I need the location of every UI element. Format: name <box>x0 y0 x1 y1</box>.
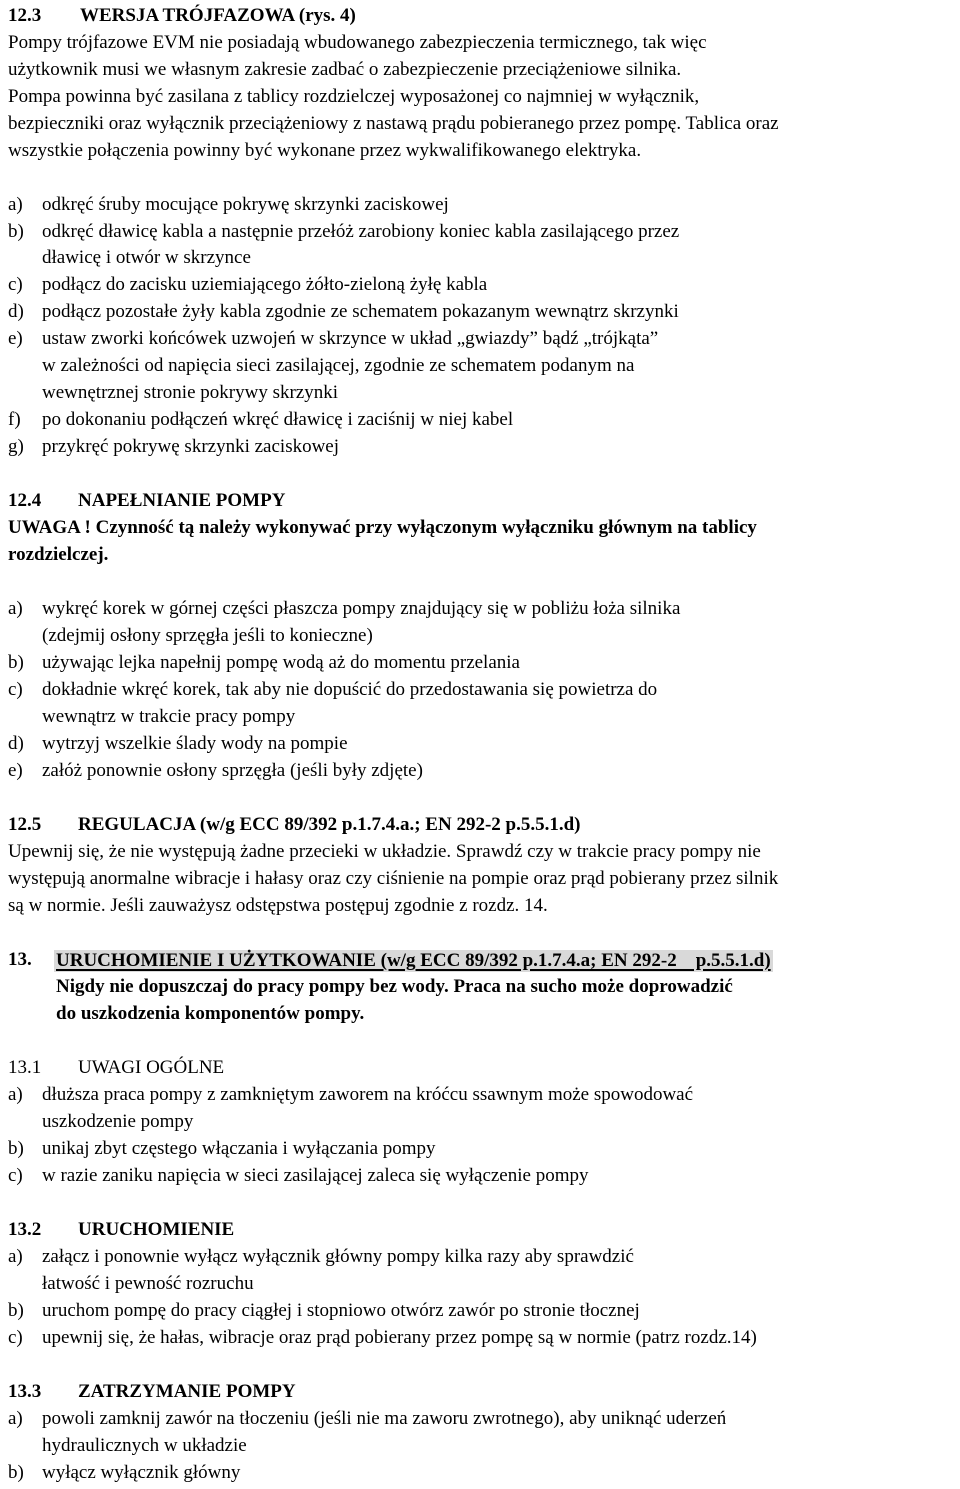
list-label: b) <box>8 1462 24 1483</box>
paragraph-line: użytkownik musi we własnym zakresie zadbać o zabezpieczenie przeciążeniowe silnika. <box>8 59 682 80</box>
list-text: wewnętrznej stronie pokrywy skrzynki <box>42 382 339 403</box>
section-12-3-heading <box>8 6 356 25</box>
list-text: (zdejmij osłony sprzęgła jeśli to konieczne) <box>42 625 373 646</box>
list-label: a) <box>8 1084 23 1105</box>
list-label: e) <box>8 328 23 349</box>
list-text: wytrzyj wszelkie ślady wody na pompie <box>42 733 348 754</box>
warning-line: Nigdy nie dopuszczaj do pracy pompy bez wody. Praca na sucho może doprowadzić <box>56 976 733 997</box>
section-number: 12.4 <box>8 490 42 511</box>
warning-line: do uszkodzenia komponentów pompy. <box>56 1003 365 1024</box>
list-label: b) <box>8 652 24 673</box>
list-label: b) <box>8 1138 24 1159</box>
list-text: upewnij się, że hałas, wibracje oraz prąd pobierany przez pompę są w normie (patrz rozdz.14) <box>42 1327 757 1348</box>
section-number: 13.2 <box>8 1219 42 1240</box>
list-label: b) <box>8 1300 24 1321</box>
list-text: łatwość i pewność rozruchu <box>42 1273 254 1294</box>
paragraph-line: występują anormalne wibracje i hałasy oraz czy ciśnienie na pompie oraz prąd pobierany przez silnik <box>8 868 779 889</box>
list-text: odkręć dławicę kabla a następnie przełóż zarobiony koniec kabla zasilającego przez <box>42 221 680 242</box>
list-label: a) <box>8 1246 23 1267</box>
list-label: g) <box>8 436 24 457</box>
list-text: dłuższa praca pompy z zamkniętym zaworem na króćcu ssawnym może spowodować <box>42 1084 694 1105</box>
section-title: ZATRZYMANIE POMPY <box>78 1381 296 1402</box>
paragraph-line: są w normie. Jeśli zauważysz odstępstwa postępuj zgodnie z rozdz. 14. <box>8 895 548 916</box>
paragraph-line: wszystkie połączenia powinny być wykonane przez wykwalifikowanego elektryka. <box>8 140 642 161</box>
list-text: uruchom pompę do pracy ciągłej i stopniowo otwórz zawór po stronie tłocznej <box>42 1300 640 1321</box>
section-number: 12.5 <box>8 814 42 835</box>
section-number: 13.1 <box>8 1057 42 1078</box>
list-text: ustaw zworki końcówek uzwojeń w skrzynce w układ „gwiazdy” bądź „trójkąta” <box>42 328 659 349</box>
paragraph-line: Pompy trójfazowe EVM nie posiadają wbudowanego zabezpieczenia termicznego, tak więc <box>8 32 707 53</box>
list-text: załóż ponownie osłony sprzęgła (jeśli były zdjęte) <box>42 760 423 781</box>
section-title: NAPEŁNIANIE POMPY <box>78 490 286 511</box>
list-text: po dokonaniu podłączeń wkręć dławicę i zaciśnij w niej kabel <box>42 409 514 430</box>
list-label: a) <box>8 1408 23 1429</box>
paragraph-line: Pompa powinna być zasilana z tablicy rozdzielczej wyposażonej co najmniej w wyłącznik, <box>8 86 700 107</box>
list-text: podłącz do zacisku uziemiającego żółto-zieloną żyłę kabla <box>42 274 488 295</box>
list-label: b) <box>8 221 24 242</box>
section-title: UWAGI OGÓLNE <box>78 1057 225 1078</box>
list-text: odkręć śruby mocujące pokrywę skrzynki zaciskowej <box>42 194 449 215</box>
list-label: f) <box>8 409 21 430</box>
list-label: c) <box>8 1327 23 1348</box>
list-text: w razie zaniku napięcia w sieci zasilającej zaleca się wyłączenie pompy <box>42 1165 589 1186</box>
list-text: wykręć korek w górnej części płaszcza pompy znajdujący się w pobliżu łoża silnika <box>42 598 681 619</box>
paragraph-line: bezpieczniki oraz wyłącznik przeciążeniowy z nastawą prądu pobieranego przez pompę. Tablica oraz <box>8 113 779 134</box>
section-title: URUCHOMIENIE <box>78 1219 235 1240</box>
section-title: WERSJA TRÓJFAZOWA (rys. 4) <box>80 5 356 26</box>
section-number: 12.3 <box>8 5 42 26</box>
list-text: podłącz pozostałe żyły kabla zgodnie ze schematem pokazanym wewnątrz skrzynki <box>42 301 679 322</box>
list-label: d) <box>8 733 24 754</box>
list-text: uszkodzenie pompy <box>42 1111 194 1132</box>
section-title: URUCHOMIENIE I UŻYTKOWANIE (w/g ECC 89/392 p.1.7.4.a; EN 292-2 p.5.5.1.d) <box>56 950 771 971</box>
list-text: załącz i ponownie wyłącz wyłącznik główny pompy kilka razy aby sprawdzić <box>42 1246 634 1267</box>
section-title: REGULACJA (w/g ECC 89/392 p.1.7.4.a.; EN 292-2 p.5.5.1.d) <box>78 814 581 835</box>
list-text: wewnątrz w trakcie pracy pompy <box>42 706 296 727</box>
list-text: hydraulicznych w układzie <box>42 1435 247 1456</box>
list-label: c) <box>8 1165 23 1186</box>
list-label: a) <box>8 194 23 215</box>
list-label: c) <box>8 679 23 700</box>
list-text: unikaj zbyt częstego włączania i wyłączania pompy <box>42 1138 436 1159</box>
list-text: przykręć pokrywę skrzynki zaciskowej <box>42 436 340 457</box>
list-text: powoli zamknij zawór na tłoczeniu (jeśli nie ma zaworu zwrotnego), aby uniknąć uderzeń <box>42 1408 727 1429</box>
list-label: e) <box>8 760 23 781</box>
list-text: używając lejka napełnij pompę wodą aż do momentu przelania <box>42 652 520 673</box>
warning-line: UWAGA ! Czynność tą należy wykonywać przy wyłączonym wyłączniku głównym na tablicy <box>8 517 757 538</box>
list-label: d) <box>8 301 24 322</box>
list-text: dławicę i otwór w skrzynce <box>42 247 251 268</box>
warning-line: rozdzielczej. <box>8 544 109 565</box>
paragraph-line: Upewnij się, że nie występują żadne przecieki w układzie. Sprawdź czy w trakcie pracy pompy nie <box>8 841 761 862</box>
list-text: dokładnie wkręć korek, tak aby nie dopuścić do przedostawania się powietrza do <box>42 679 658 700</box>
section-number: 13. <box>8 949 32 970</box>
list-label: a) <box>8 598 23 619</box>
list-label: c) <box>8 274 23 295</box>
list-text: w zależności od napięcia sieci zasilającej, zgodnie ze schematem podanym na <box>42 355 635 376</box>
list-text: wyłącz wyłącznik główny <box>42 1462 241 1483</box>
section-number: 13.3 <box>8 1381 42 1402</box>
